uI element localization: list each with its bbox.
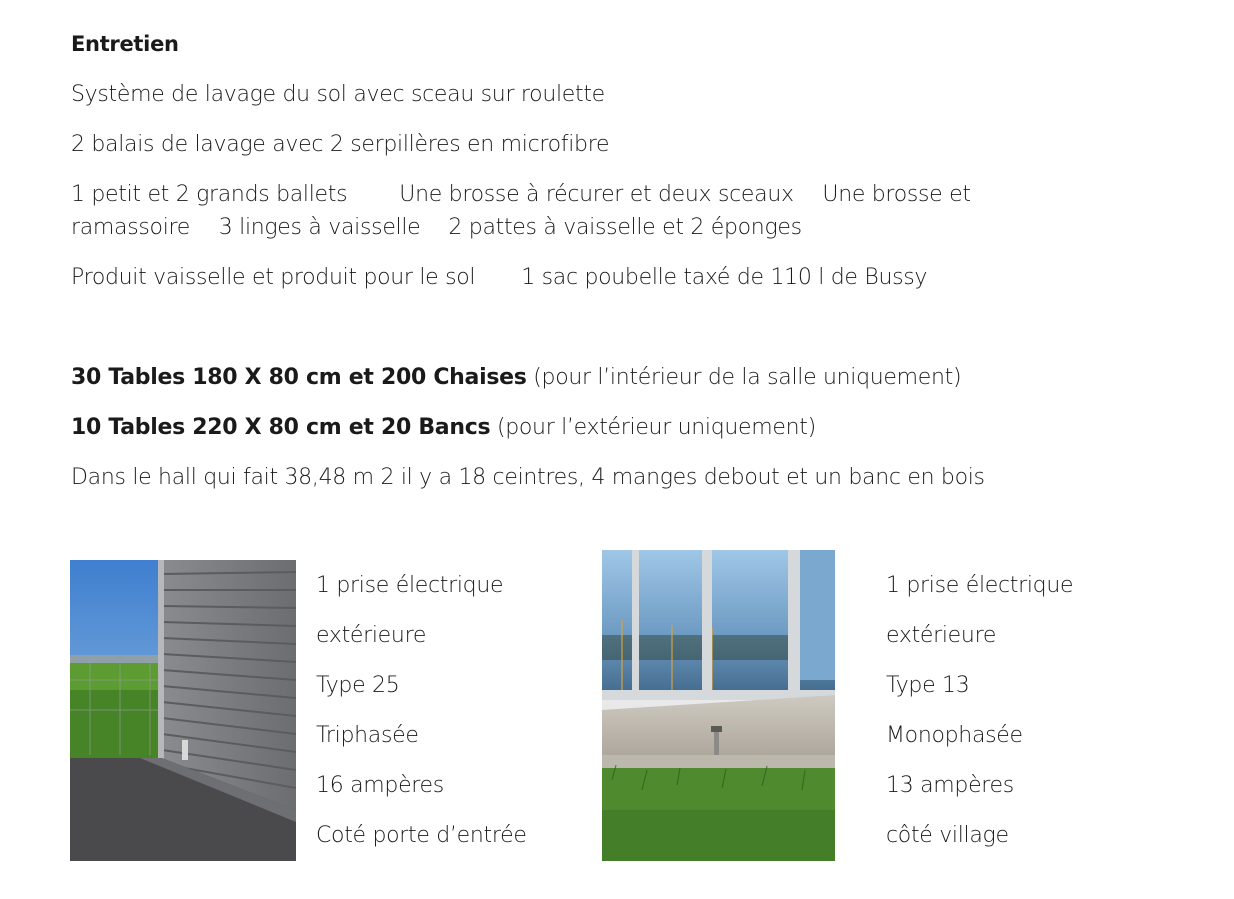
outlet-spec-type: Type 25 <box>316 673 400 698</box>
outlet-spec-type: Type 13 <box>886 673 970 698</box>
maintenance-scrub-brush: Une brosse à récurer et deux sceaux <box>399 182 794 207</box>
furniture-indoor-note: (pour l’intérieur de la salle uniquement) <box>526 365 962 390</box>
outlet-spec-line: extérieure <box>316 623 427 648</box>
furniture-outdoor <box>71 411 816 444</box>
outlet-spec-phase: Triphasée <box>316 723 419 748</box>
outlet-spec-line: extérieure <box>886 623 997 648</box>
section-title: Entretien <box>71 32 179 56</box>
outlet-spec-location: Coté porte d’entrée <box>316 823 527 848</box>
outlet-photo-entrance-image <box>70 560 296 861</box>
maintenance-brooms: 1 petit et 2 grands ballets <box>71 182 348 207</box>
furniture-indoor <box>71 361 961 394</box>
maintenance-trash-bag: 1 sac poubelle taxé de 110 l de Bussy <box>521 265 928 290</box>
maintenance-item-mops: 2 balais de lavage avec 2 serpillères en microfibre <box>71 132 610 157</box>
outlet-spec-amperage: 16 ampères <box>316 773 444 798</box>
furniture-outdoor-count: 10 Tables 220 X 80 cm et 20 Bancs <box>71 415 491 440</box>
maintenance-item-brooms <box>71 178 1091 244</box>
maintenance-dustpan: Une brosse et ramassoire <box>71 182 971 240</box>
outlet-photo-entrance <box>70 560 296 861</box>
outlet-specs-village <box>886 561 1073 861</box>
outlet-spec-phase: Monophasée <box>886 723 1023 748</box>
outlet-specs-entrance <box>316 561 527 861</box>
maintenance-item-floor-system: Système de lavage du sol avec sceau sur roulette <box>71 82 605 107</box>
outlet-spec-line: 1 prise électrique <box>886 573 1074 598</box>
outlet-spec-amperage: 13 ampères <box>886 773 1014 798</box>
outlet-spec-line: 1 prise électrique <box>316 573 504 598</box>
outlet-photo-village-image <box>602 550 835 861</box>
outlet-spec-location: côté village <box>886 823 1009 848</box>
hall-description: Dans le hall qui fait 38,48 m 2 il y a 18 ceintres, 4 manges debout et un banc en bois <box>71 465 985 490</box>
maintenance-products: Produit vaisselle et produit pour le sol <box>71 265 476 290</box>
maintenance-dish-towels: 3 linges à vaisselle <box>218 215 421 240</box>
maintenance-item-products <box>71 261 927 294</box>
outlet-photo-village <box>602 550 835 861</box>
maintenance-sponges: 2 pattes à vaisselle et 2 éponges <box>448 215 802 240</box>
furniture-indoor-count: 30 Tables 180 X 80 cm et 200 Chaises <box>71 365 527 390</box>
furniture-outdoor-note: (pour l’extérieur uniquement) <box>490 415 816 440</box>
